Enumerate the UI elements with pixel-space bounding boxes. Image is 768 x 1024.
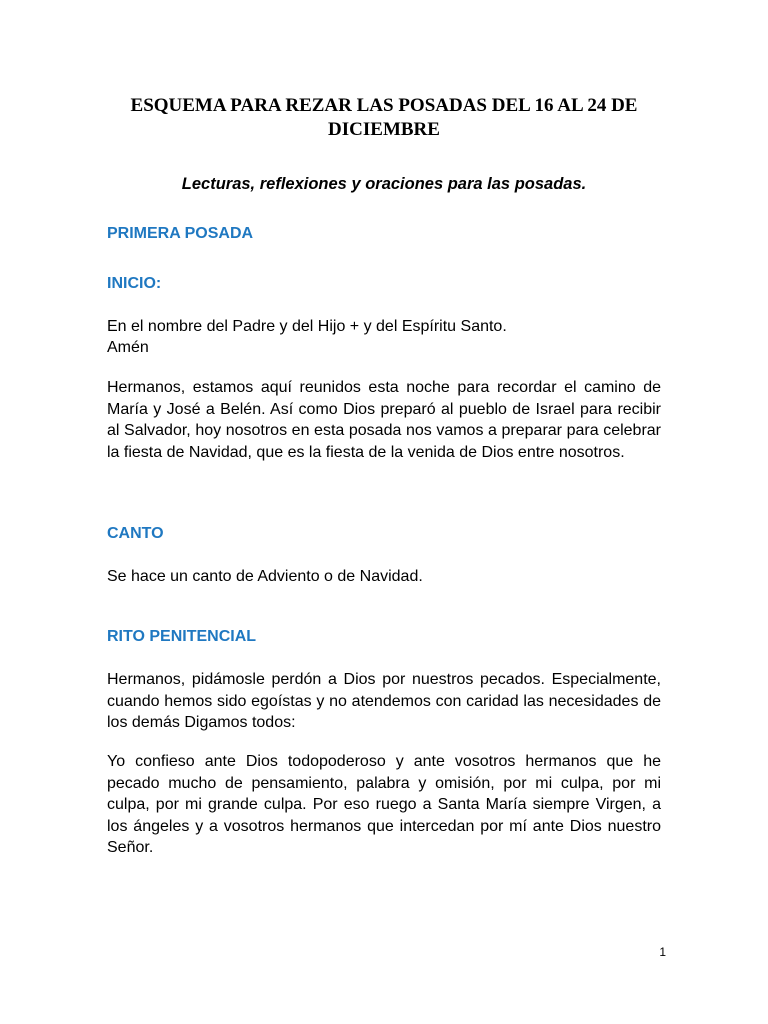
heading-canto: CANTO [107, 525, 164, 542]
heading-inicio: INICIO: [107, 275, 162, 292]
rito-paragraph-1: Hermanos, pidámosle perdón a Dios por nuestros pecados. Especialmente, cuando hemos sido egoístas y no atendemos con caridad las necesidades de los demás Digamos todos: [107, 671, 661, 731]
heading-rito-penitencial: RITO PENITENCIAL [107, 628, 257, 645]
document-title: ESQUEMA PARA REZAR LAS POSADAS DEL 16 AL 24 DE DICIEMBRE [130, 95, 638, 140]
inicio-paragraph: Hermanos, estamos aquí reunidos esta noche para recordar el camino de María y José a Belén. Así como Dios preparó al pueblo de Israel para recibir al Salvador, hoy nosotros en esta posada nos vamos a preparar para celebrar la fiesta de Navidad, que es la fiesta de la venida de Dios entre nosotros. [107, 379, 661, 461]
inicio-line-2: Amén [107, 339, 149, 356]
document-subtitle: Lecturas, reflexiones y oraciones para las posadas. [181, 175, 587, 193]
section-title-primera-posada: PRIMERA POSADA [107, 225, 254, 242]
page-number: 1 [659, 945, 666, 959]
canto-text: Se hace un canto de Adviento o de Navidad. [107, 568, 423, 585]
rito-paragraph-2: Yo confieso ante Dios todopoderoso y ante vosotros hermanos que he pecado mucho de pensamiento, palabra y omisión, por mi culpa, por mi culpa, por mi grande culpa. Por eso ruego a Santa María siempre Virgen, a los ángeles y a vosotros hermanos que intercedan por mí ante Dios nuestro Señor. [107, 753, 661, 856]
inicio-line-1: En el nombre del Padre y del Hijo + y del Espíritu Santo. [107, 318, 507, 335]
